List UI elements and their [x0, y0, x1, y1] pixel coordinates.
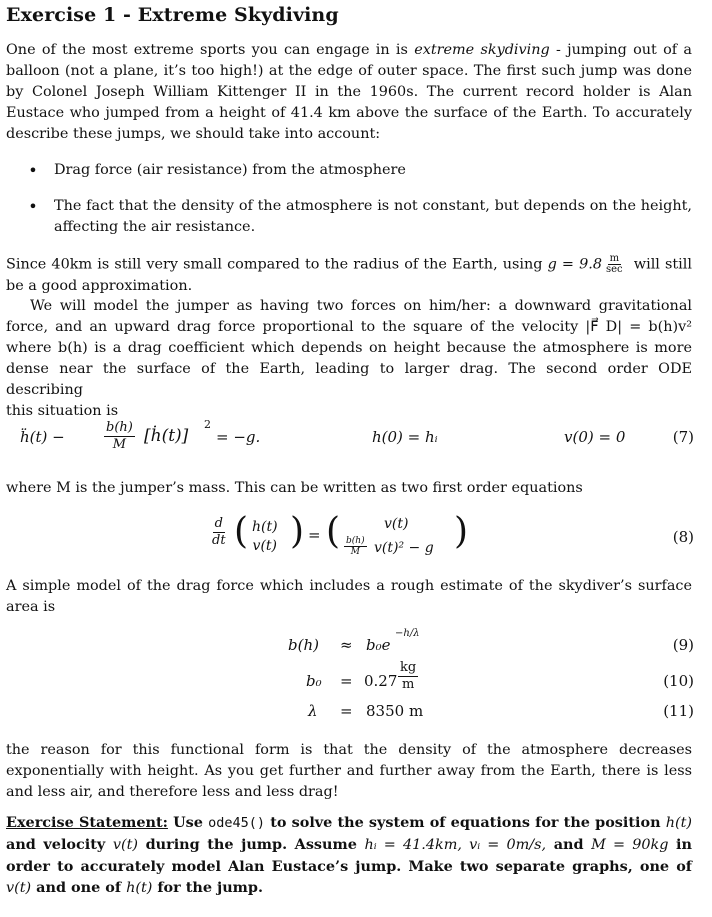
equation-number: (7)	[672, 428, 694, 446]
bullet-icon: •	[28, 197, 38, 216]
equation-number: (8)	[672, 528, 694, 546]
intro-paragraph: One of the most extreme sports you can engage in is extreme skydiving - jumping out of a balloon (not a plane, it’s too high!) at the edge of outer space. The first such jump was done by Colonel Joseph William Kittenger II in the 1960s. The current record holder is Alan Eustace who jumped from a height of 41.4 km above the surface of the Earth. To accurately describe these jumps, we should take into account:	[6, 42, 692, 142]
equation-9: b(h) ≈ b₀e −h/λ (9)	[288, 628, 694, 654]
statement-label: Exercise Statement:	[6, 814, 168, 831]
state-vector: h(t) v(t)	[252, 519, 278, 554]
bullet-item: • Drag force (air resistance) from the atmosphere	[12, 160, 692, 181]
equation-11: λ = 8350 m (11)	[308, 702, 694, 720]
extreme-skydiving-emphasis: extreme skydiving	[414, 42, 550, 58]
exercise-title: Exercise 1 - Extreme Skydiving	[6, 4, 339, 26]
code-ode45: ode45()	[208, 815, 266, 831]
exercise-statement: Exercise Statement: Use ode45() to solve the system of equations for the position h(t) and velocity v(t) during the jump. Assume hᵢ = 41.4km, vᵢ = 0m/s, and M = 90kg in order to accurately model Alan Eustace’s jump. Make two separate graphs, one of v(t) and one of h(t) for the jump.	[6, 814, 692, 896]
equation-7: ḧ(t) − $\frac{b(h)}{M}$ [ḣ(t)] 2 = −g. h(0) = hᵢ v(0) = 0 (7)	[20, 418, 694, 452]
bullet-item: • The fact that the density of the atmosphere is not constant, but depends on the height, affecting the air resistance.	[12, 196, 692, 238]
gravity-paragraph: Since 40km is still very small compared to the radius of the Earth, using g = 9.8 $\frac{m}{\sec}$ will still be a good approximation.	[6, 253, 692, 294]
model-paragraph: We will model the jumper as having two forces on him/her: a downward gravitational force, and an upward drag force proportional to the square of the velocity |F⃗ D| = b(h)v² where b(h) is a drag coefficient which depends on height because the atmosphere is more dense near the surface of the Earth, leading to larger drag. The second order ODE describing this situation is	[6, 298, 692, 419]
drag-paragraph: A simple model of the drag force which includes a rough estimate of the skydiver’s surface area is	[6, 578, 692, 615]
unit-fraction: $\frac{m}{\sec}$	[606, 253, 623, 275]
reason-paragraph: the reason for this functional form is that the density of the atmosphere decreases exponentially with height. As you get further and further away from the Earth, there is less and less air, and therefore less and less drag!	[6, 742, 692, 800]
equation-10: b₀ = 0.27 $\frac{kg}{m}$ (10)	[306, 660, 694, 692]
mass-paragraph: where M is the jumper’s mass. This can be written as two first order equations	[6, 480, 583, 496]
equation-8: $\frac{d}{dt}$ ( h(t) v(t) ) = ( v(t) $\frac{b(h)}{M}$ v(t)² − g ) (8)	[212, 511, 694, 557]
bullet-icon: •	[28, 161, 38, 180]
equation-number: (9)	[672, 636, 694, 654]
equation-number: (11)	[663, 702, 694, 720]
equation-number: (10)	[663, 672, 694, 690]
